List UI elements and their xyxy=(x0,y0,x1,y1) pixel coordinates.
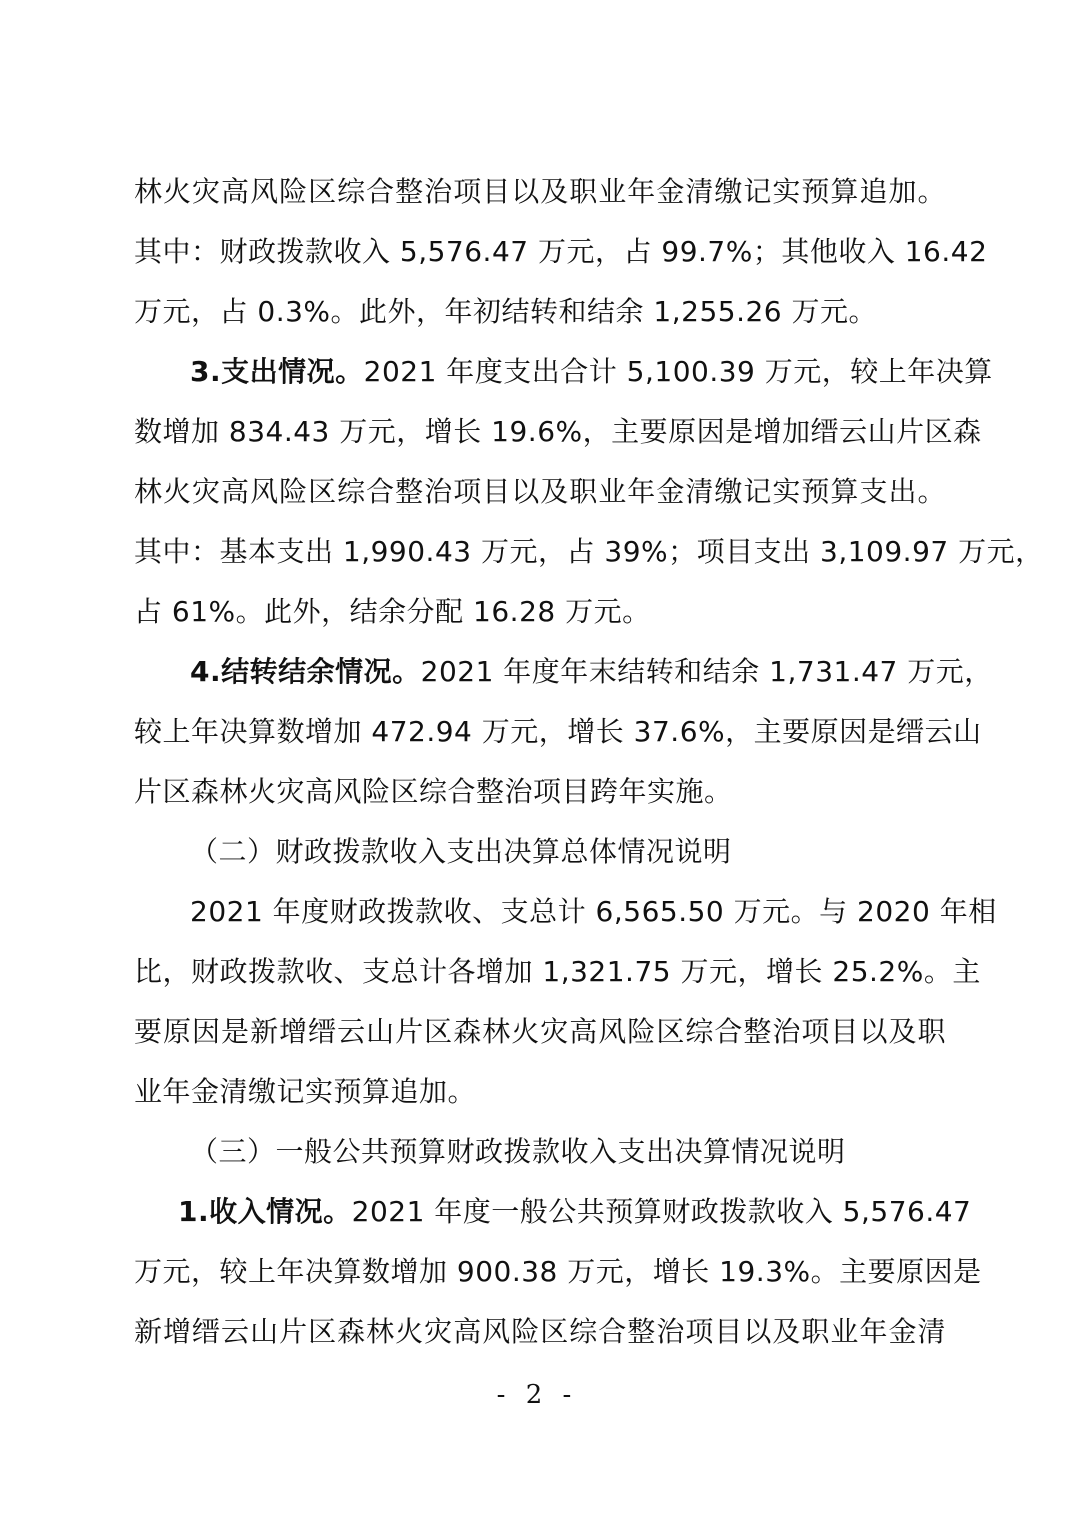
paragraph-line: 要原因是新增缙云山片区森林火灾高风险区综合整治项目以及职 xyxy=(134,1015,946,1048)
paragraph-line: 林火灾高风险区综合整治项目以及职业年金清缴记实预算支出。 xyxy=(134,475,946,508)
section-heading-3: （三）一般公共预算财政拨款收入支出决算情况说明 xyxy=(190,1135,846,1168)
paragraph-line: 比，财政拨款收、支总计各增加 1,321.75 万元，增长 25.2%。主 xyxy=(134,955,981,988)
paragraph-line: 数增加 834.43 万元，增长 19.6%，主要原因是增加缙云山片区森 xyxy=(134,415,982,448)
income-heading-line xyxy=(178,1190,972,1234)
paragraph-line: 万元，占 0.3%。此外，年初结转和结余 1,255.26 万元。 xyxy=(134,295,878,328)
paragraph-line: 较上年决算数增加 472.94 万元，增长 37.6%，主要原因是缙云山 xyxy=(134,715,982,748)
carryover-text: 2021 年度年末结转和结余 1,731.47 万元， xyxy=(420,655,993,688)
expenditure-lead: 3.支出情况。 xyxy=(190,355,364,388)
section-heading-2: （二）财政拨款收入支出决算总体情况说明 xyxy=(190,835,732,868)
expenditure-heading-line xyxy=(190,350,993,394)
carryover-lead: 4.结转结余情况。 xyxy=(190,655,421,688)
paragraph-line: 占 61%。此外，结余分配 16.28 万元。 xyxy=(134,595,651,628)
paragraph-line: 2021 年度财政拨款收、支总计 6,565.50 万元。与 2020 年相 xyxy=(190,895,997,928)
paragraph-line: 业年金清缴记实预算追加。 xyxy=(134,1075,477,1108)
carryover-heading-line xyxy=(190,650,993,694)
expenditure-text: 2021 年度支出合计 5,100.39 万元，较上年决算 xyxy=(363,355,993,388)
paragraph-line: 片区森林火灾高风险区综合整治项目跨年实施。 xyxy=(134,775,733,808)
page-number: - 2 - xyxy=(496,1380,578,1410)
income-text: 2021 年度一般公共预算财政拨款收入 5,576.47 xyxy=(351,1195,972,1228)
paragraph-line: 其中：基本支出 1,990.43 万元，占 39%；项目支出 3,109.97 万元， xyxy=(134,535,1044,568)
income-lead: 1.收入情况。 xyxy=(178,1195,352,1228)
paragraph-line: 其中：财政拨款收入 5,576.47 万元，占 99.7%；其他收入 16.42 xyxy=(134,235,988,268)
paragraph-line: 林火灾高风险区综合整治项目以及职业年金清缴记实预算追加。 xyxy=(134,175,946,208)
paragraph-line: 新增缙云山片区森林火灾高风险区综合整治项目以及职业年金清 xyxy=(134,1315,946,1348)
paragraph-line: 万元，较上年决算数增加 900.38 万元，增长 19.3%。主要原因是 xyxy=(134,1255,982,1288)
